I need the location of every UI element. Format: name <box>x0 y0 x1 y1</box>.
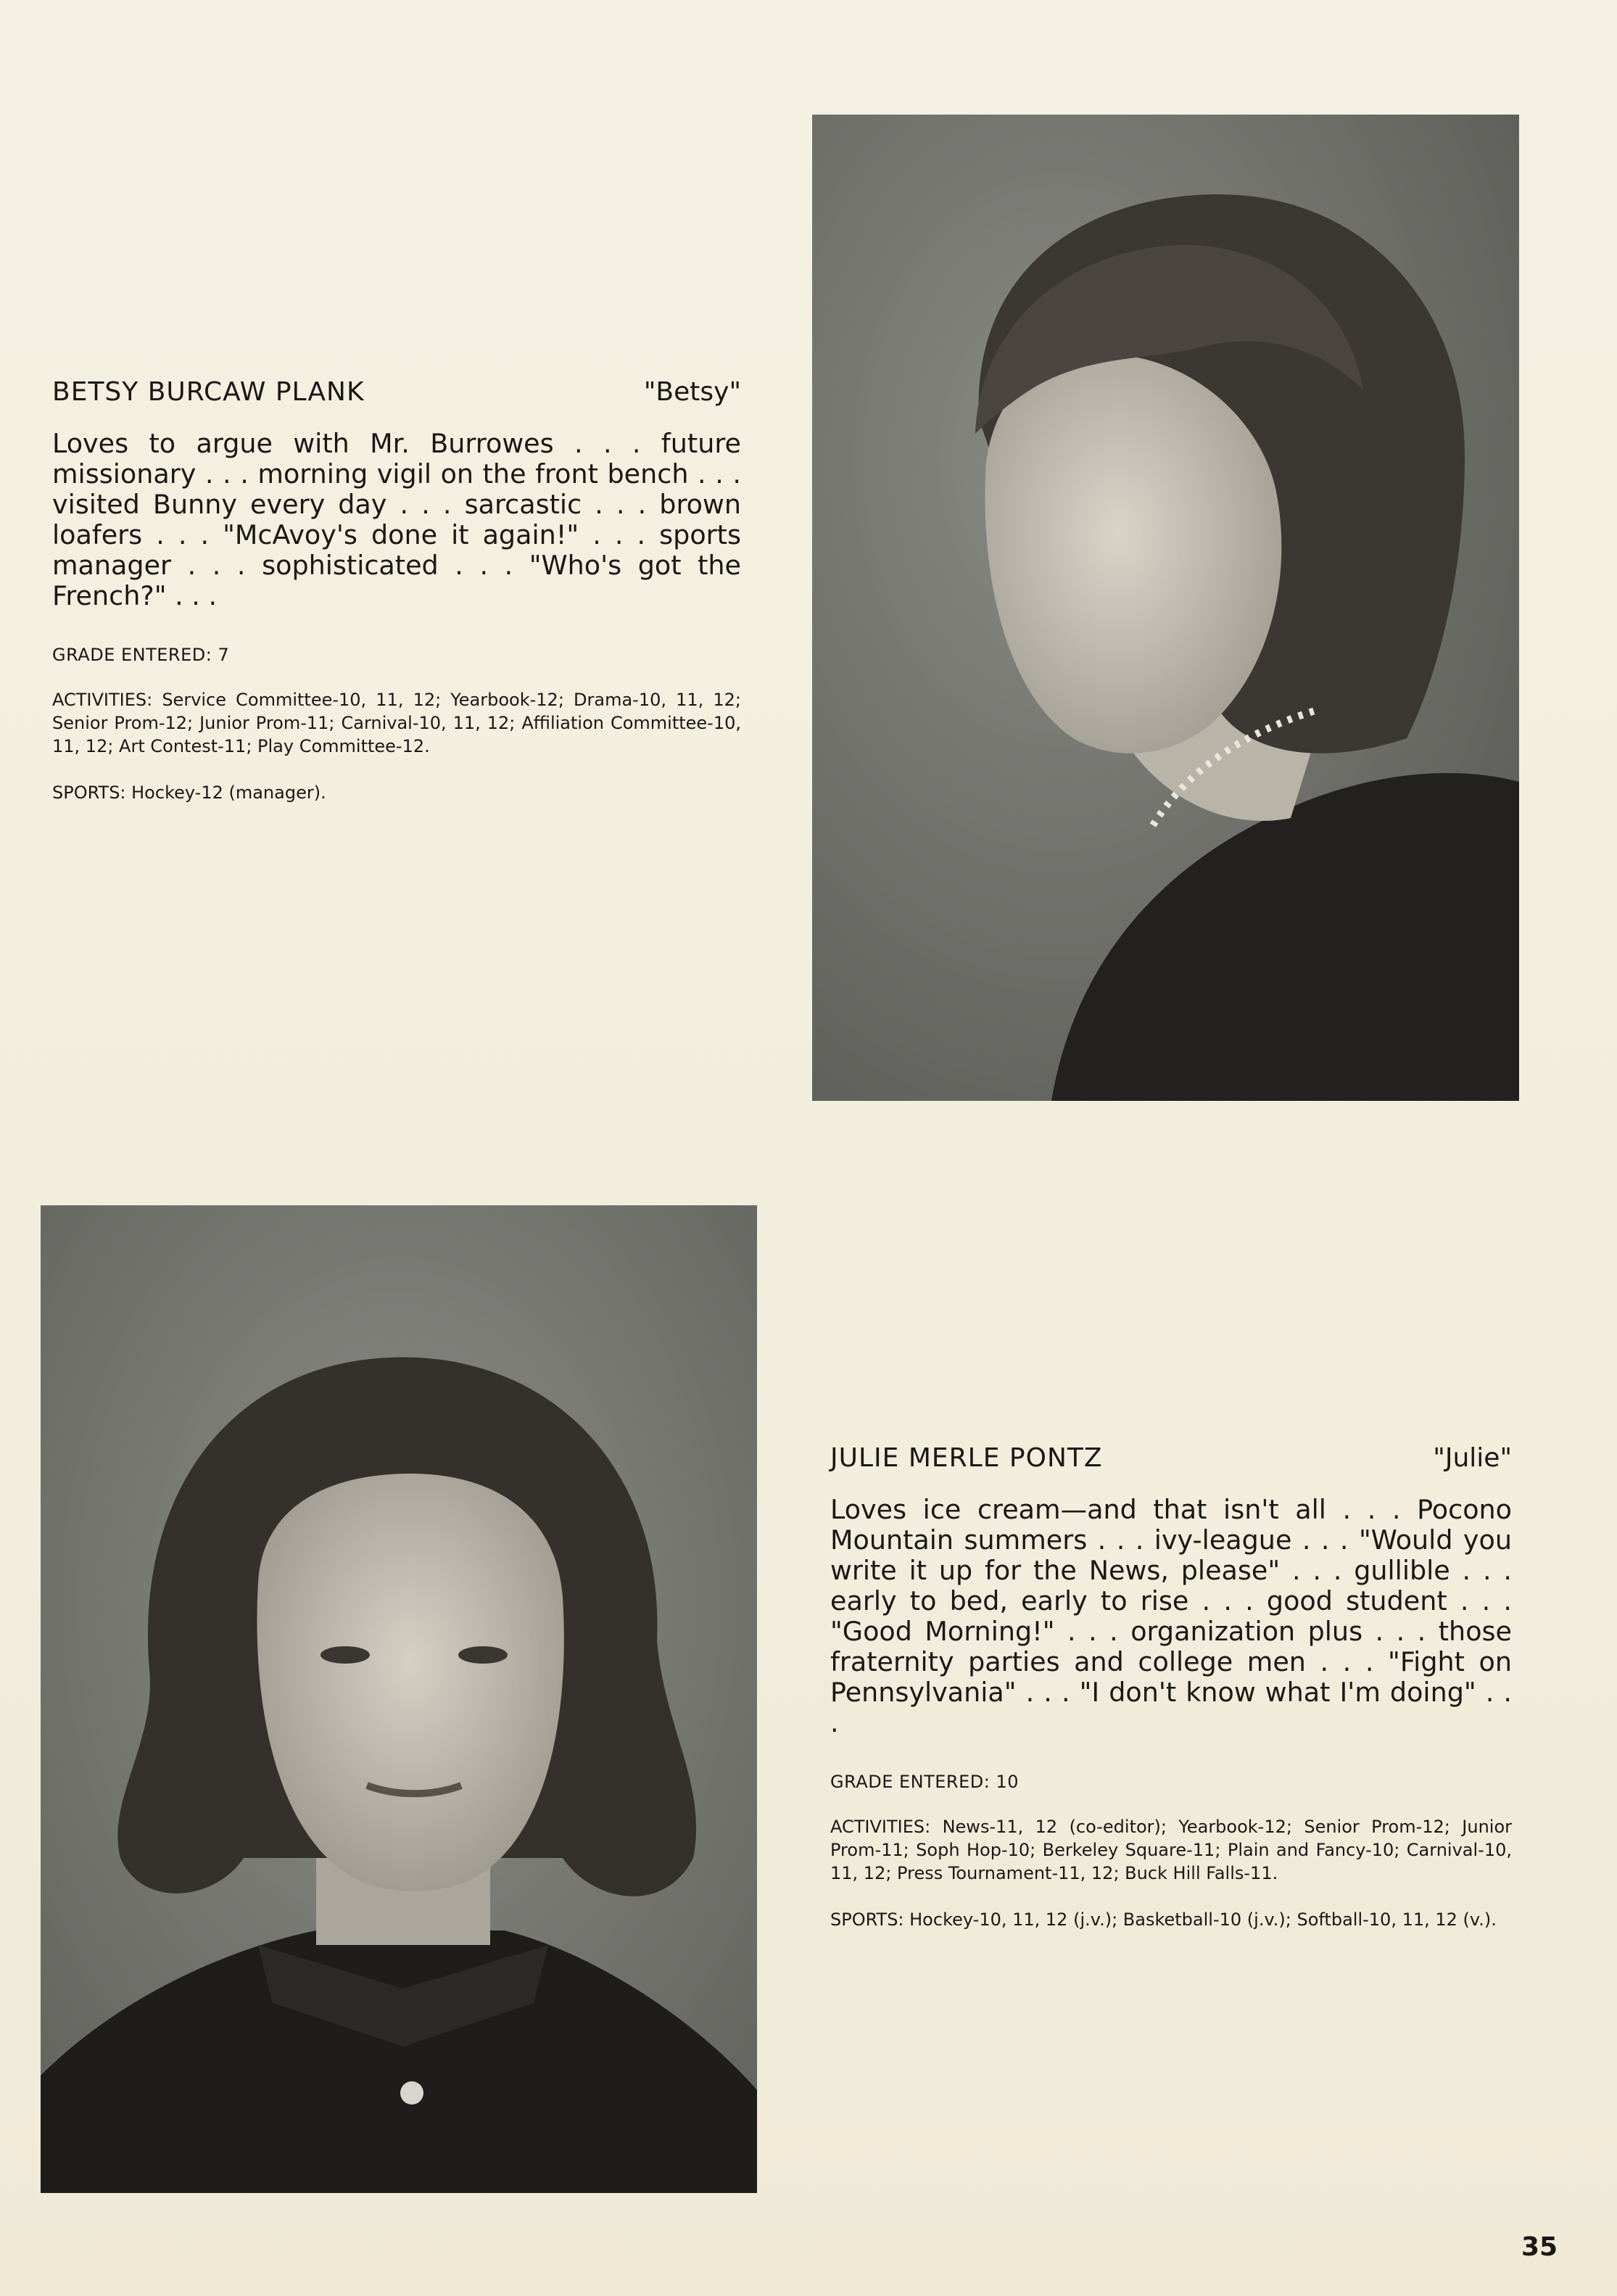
page-number: 35 <box>1521 2232 1558 2262</box>
bio-betsy <box>52 377 741 804</box>
sports: SPORTS: Hockey-10, 11, 12 (j.v.); Basketball-10 (j.v.); Softball-10, 11, 12 (v.). <box>830 1909 1497 1930</box>
name-row <box>52 377 741 407</box>
sports: SPORTS: Hockey-12 (manager). <box>52 782 326 803</box>
grade-entered: GRADE ENTERED: 7 <box>52 645 230 665</box>
portrait-julie-image <box>41 1205 757 2193</box>
activities: ACTIVITIES: News-11, 12 (co-editor); Yearbook-12; Senior Prom-12; Junior Prom-11; Soph Hop-10; Berkeley Square-11; Plain and Fancy-10; Carnival-10, 11, 12; Press Tournament-11, 12; Buck Hill Falls-11. <box>830 1817 1512 1883</box>
student-name: BETSY BURCAW PLANK <box>52 377 365 407</box>
student-nickname: "Julie" <box>1433 1443 1512 1473</box>
student-nickname: "Betsy" <box>643 377 741 407</box>
activities: ACTIVITIES: Service Committee-10, 11, 12; Yearbook-12; Drama-10, 11, 12; Senior Prom-12; Junior Prom-11; Carnival-10, 11, 12; Affiliation Committee-10, 11, 12; Art Contest-11; Play Committee-12. <box>52 690 741 756</box>
bio-julie <box>830 1443 1512 1931</box>
grade-entered: GRADE ENTERED: 10 <box>830 1772 1020 1792</box>
portrait-photo-julie <box>41 1205 757 2193</box>
portrait-betsy-image <box>812 115 1519 1101</box>
name-row <box>830 1443 1512 1473</box>
student-description: Loves to argue with Mr. Burrowes . . . future missionary . . . morning vigil on the front bench . . . visited Bunny every day . . . sarcastic . . . brown loafers . . . "McAvoy's done it again!" . . . sports manager . . . sophisticated . . . "Who's got the French?" . . . <box>52 428 741 611</box>
student-name: JULIE MERLE PONTZ <box>830 1443 1103 1473</box>
student-description: Loves ice cream—and that isn't all . . . Pocono Mountain summers . . . ivy-league . . . "Would you write it up for the News, please" . . . gullible . . . early to bed, early to rise . . . good student . . . "Good Morning!" . . . organization plus . . . those fraternity parties and college men . . . "Fight on Pennsylvania" . . . "I don't know what I'm doing" . . . <box>830 1494 1512 1738</box>
portrait-photo-betsy <box>812 115 1519 1101</box>
